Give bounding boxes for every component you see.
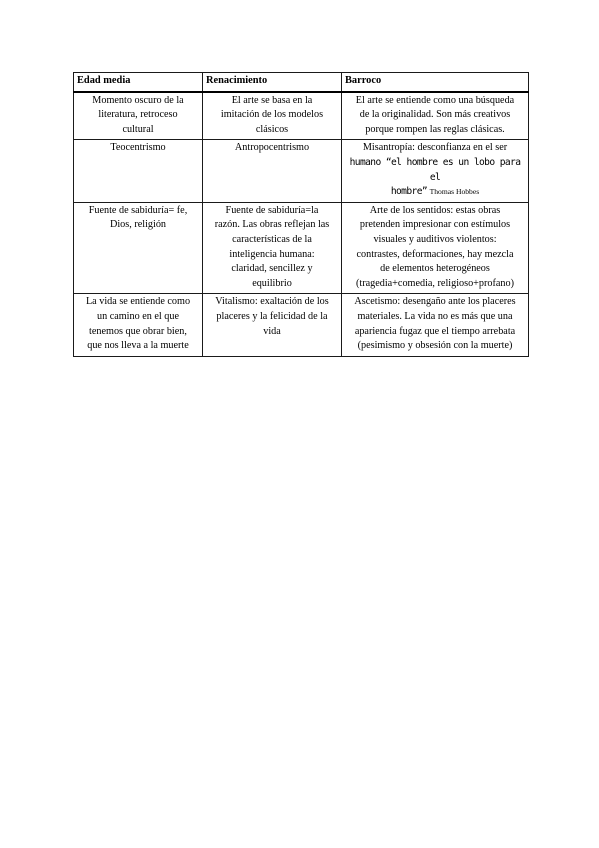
cell-text-line: tenemos que obrar bien,	[89, 325, 187, 337]
cell-text-line: contrastes, deformaciones, hay mezcla	[356, 248, 514, 260]
cell-text-line: claridad, sencillez y	[231, 263, 313, 275]
cell-text-line: imitación de los modelos	[220, 109, 324, 121]
cell-text-line: apariencia fugaz que el tiempo arrebata	[354, 325, 516, 337]
cell-text-line: de la originalidad. Son más creativos	[359, 109, 511, 121]
header-renacimiento: Renacimiento	[203, 73, 342, 92]
cell-text-line: equilibrio	[252, 277, 292, 289]
cell-text-line: porque rompen las reglas clásicas.	[365, 123, 505, 135]
cell-edad-media	[74, 92, 203, 140]
cell-text-line: pretenden impresionar con estímulos	[359, 219, 511, 231]
cell-text-line: de elementos heterogéneos	[380, 263, 490, 275]
cell-edad-media	[74, 202, 203, 294]
cell-edad-media	[74, 294, 203, 356]
quote-author: Thomas Hobbes	[429, 187, 480, 197]
cell-text-line: características de la	[232, 233, 312, 245]
cell-text-line: Arte de los sentidos: estas obras	[369, 204, 501, 216]
table-header-row	[74, 73, 529, 92]
cell-text-line: un camino en el que	[96, 310, 180, 322]
cell-text-line: inteligencia humana:	[229, 248, 315, 260]
cell-text-line: Fuente de sabiduría=la	[225, 204, 319, 216]
header-edad-media: Edad media	[74, 73, 203, 92]
cell-renacimiento	[203, 92, 342, 140]
cell-renacimiento	[203, 140, 342, 202]
cell-text-line: (pesimismo y obsesión con la muerte)	[357, 340, 513, 352]
table-row	[74, 92, 529, 140]
cell-text-line: Momento oscuro de la	[92, 94, 184, 106]
cell-edad-media	[74, 140, 203, 202]
cell-renacimiento	[203, 294, 342, 356]
cell-text-line: materiales. La vida no es más que una	[357, 310, 513, 322]
cell-text-line: La vida se entiende como	[85, 296, 191, 308]
cell-barroco	[342, 294, 529, 356]
cell-text-line: Fuente de sabiduría= fe,	[88, 204, 188, 216]
table-row	[74, 202, 529, 294]
cell-text-line: Ascetismo: desengaño ante los placeres	[354, 296, 516, 308]
cell-text-line: Vitalismo: exaltación de los	[215, 296, 329, 308]
cell-text-line: literatura, retroceso	[98, 109, 178, 121]
cell-text-line: placeres y la felicidad de la	[216, 310, 328, 322]
cell-text-line: que nos lleva a la muerte	[87, 340, 189, 352]
cell-text-line: (tragedia+comedia, religioso+profano)	[355, 277, 515, 289]
cell-text-line: cultural	[122, 123, 154, 135]
cell-renacimiento	[203, 202, 342, 294]
cell-text-line: Dios, religión	[109, 219, 167, 231]
comparison-table	[73, 72, 529, 357]
cell-text-line: El arte se basa en la	[231, 94, 313, 106]
table-row	[74, 294, 529, 356]
cell-text-line: visuales y auditivos violentos:	[373, 233, 497, 245]
cell-barroco	[342, 202, 529, 294]
cell-text-line: El arte se entiende como una búsqueda	[355, 94, 515, 106]
cell-barroco	[342, 92, 529, 140]
cell-text-line: Teocentrismo	[110, 142, 166, 154]
hobbes-quote-line: humano “el hombre es un lobo para el	[349, 156, 521, 183]
cell-text-line: Antropocentrismo	[234, 142, 310, 154]
cell-text-line: razón. Las obras reflejan las	[214, 219, 330, 231]
cell-barroco	[342, 140, 529, 202]
table-row	[74, 140, 529, 202]
cell-text-line: vida	[263, 325, 281, 337]
header-barroco: Barroco	[342, 73, 529, 92]
hobbes-quote-end: hombre”	[390, 186, 428, 198]
cell-text-line: Misantropía: desconfianza en el ser	[362, 142, 508, 154]
cell-text-line: clásicos	[255, 123, 289, 135]
